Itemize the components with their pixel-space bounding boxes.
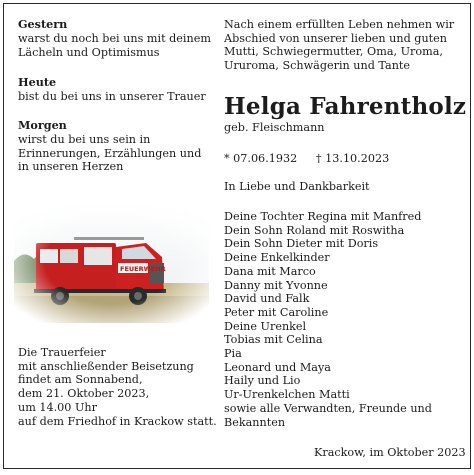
gratitude-line: In Liebe und Dankbarkeit xyxy=(224,180,370,193)
mourners-list: Deine Tochter Regina mit Manfred Dein Sohn Roland mit Roswitha Dein Sohn Dieter mit Doris Deine Enkelkinder Dana mit Marco Danny mit Yvonne David und Falk Peter mit Caroline Deine Urenkel Tobias mit Celina Pia Leonard und Maya Haily und Lio Ur-Urenkelchen Matti sowie alle Verwandten, Freunde und Bekannten xyxy=(224,210,432,429)
gestern-heading: Gestern xyxy=(18,17,68,31)
birth-date: * 07.06.1932 xyxy=(224,152,298,165)
heute-heading: Heute xyxy=(18,75,57,89)
obituary-notice xyxy=(3,3,471,469)
deceased-name: Helga Fahrentholz xyxy=(224,93,467,120)
funeral-info: Die Trauerfeier mit anschließender Beisetzung findet am Sonnabend, dem 21. Oktober 2023, um 14.00 Uhr auf dem Friedhof in Krackow statt. xyxy=(18,346,217,428)
fire-truck-photo xyxy=(14,201,209,323)
morgen-text: wirst du bei uns sein in Erinnerungen, Erzählungen und in unseren Herzen xyxy=(18,133,202,174)
heute-text: bist du bei uns in unserer Trauer xyxy=(18,90,206,103)
birth-name: geb. Fleischmann xyxy=(224,121,325,134)
morgen-heading: Morgen xyxy=(18,118,67,132)
death-date: † 13.10.2023 xyxy=(316,152,390,165)
intro-text: Nach einem erfüllten Leben nehmen wir Abschied von unserer lieben und guten Mutti, Schwiegermutter, Oma, Uroma, Ururoma, Schwägerin und Tante xyxy=(224,18,455,73)
gestern-text: warst du noch bei uns mit deinem Lächeln und Optimismus xyxy=(18,32,211,59)
place-date: Krackow, im Oktober 2023 xyxy=(314,446,466,459)
